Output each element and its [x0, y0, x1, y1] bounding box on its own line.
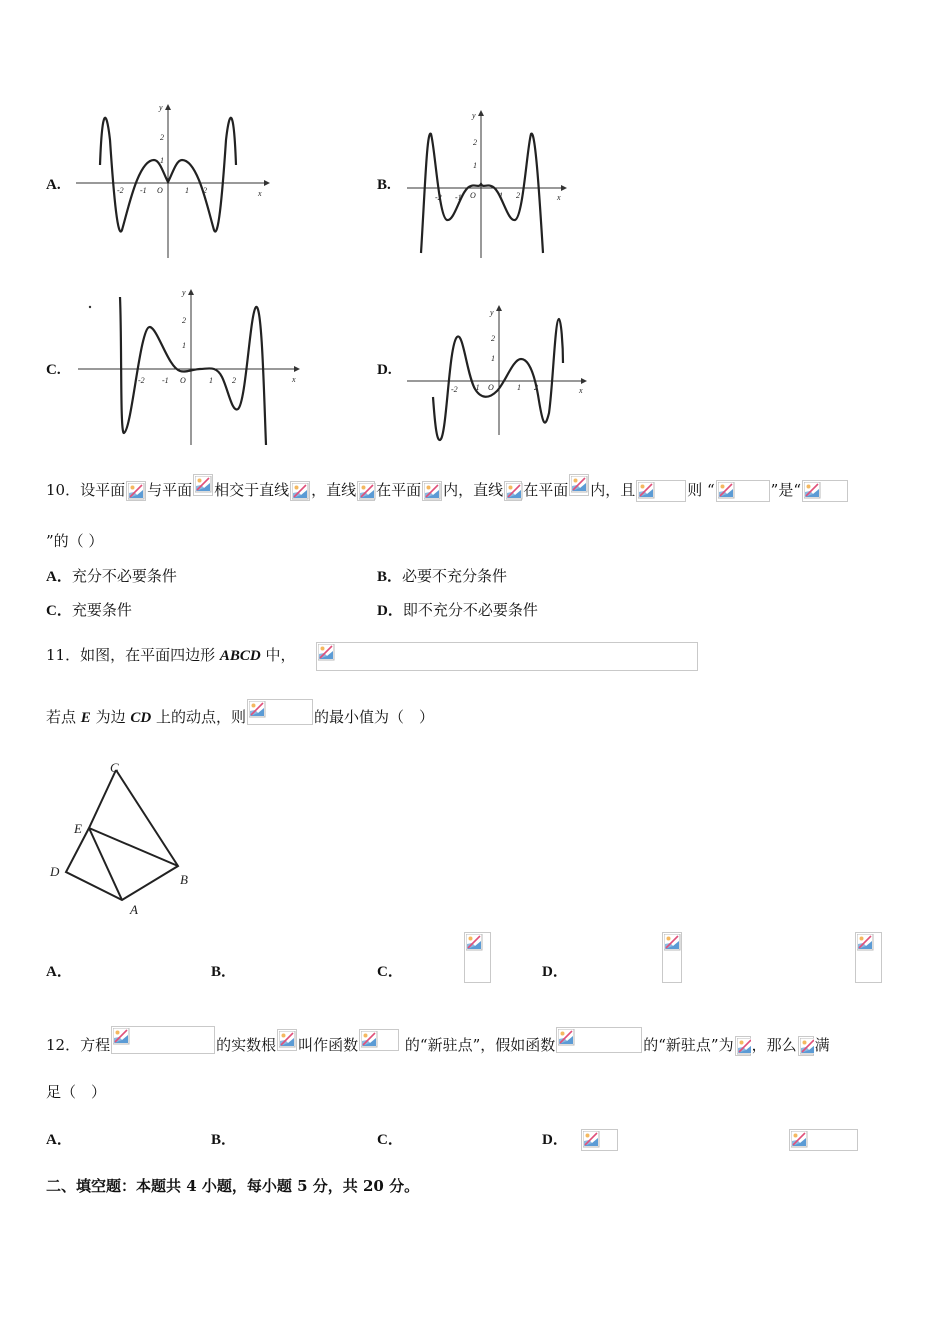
- formula-image: [716, 480, 770, 502]
- section-title: 二、填空题：本题共 4 小题，每小题 5 分，共 20 分。: [46, 1177, 420, 1195]
- option-a-label: A.: [46, 177, 61, 193]
- option-label: C．: [46, 603, 72, 619]
- axis-label: y: [472, 111, 476, 120]
- question-text: 上的动点，则: [151, 708, 246, 726]
- option-a[interactable]: [46, 960, 72, 981]
- option-label: A．: [46, 1132, 72, 1148]
- question-text: 的“新驻点”为: [643, 1036, 734, 1054]
- tick-label: O: [157, 186, 163, 195]
- question-text: 为边: [90, 708, 131, 726]
- option-label: B．: [211, 1132, 237, 1148]
- tick-label: -2: [138, 376, 145, 385]
- formula-image: [290, 481, 310, 501]
- tick-label: 1: [517, 383, 521, 392]
- question-text: 在平面: [376, 481, 422, 499]
- vertex-label: A: [130, 902, 138, 917]
- question-text: 与平面: [147, 481, 193, 499]
- graph-b: [403, 108, 573, 260]
- axis-label: x: [292, 375, 296, 384]
- tick-label: 2: [516, 191, 520, 200]
- formula-image: [357, 481, 375, 501]
- formula-image: [556, 1027, 642, 1053]
- formula-image: [111, 1026, 215, 1054]
- vertex-label: C: [110, 760, 119, 775]
- tick-label: 2: [203, 186, 207, 195]
- tick-label: 1: [209, 376, 213, 385]
- tick-label: -2: [451, 385, 458, 394]
- question-text: 在平面: [523, 481, 569, 499]
- tick-label: 1: [182, 341, 186, 350]
- tick-label: 2: [182, 316, 186, 325]
- graph-c: [76, 285, 306, 450]
- tick-label: 2: [491, 334, 495, 343]
- option-d-label: D.: [377, 362, 392, 378]
- question-text: 若点: [46, 708, 81, 726]
- option-label: C．: [377, 1132, 403, 1148]
- formula-image: [581, 1129, 618, 1151]
- axis-label: x: [258, 189, 262, 198]
- question-text: 则 “: [687, 481, 715, 499]
- option-text: 即不充分不必要条件: [402, 601, 538, 619]
- tick-label: O: [470, 191, 476, 200]
- formula-image: [247, 699, 313, 725]
- tick-label: 2: [473, 138, 477, 147]
- option-text: 充要条件: [71, 601, 132, 619]
- option-label: C．: [377, 964, 403, 980]
- option-c-label: C.: [46, 362, 61, 378]
- question-text: 的最小值为（ ）: [313, 708, 434, 726]
- option-a[interactable]: [46, 1128, 72, 1149]
- question-text: E: [80, 710, 91, 726]
- question-10-line2: ”的（ ）: [46, 532, 104, 550]
- axis-label: x: [557, 193, 561, 202]
- option-label: A．: [46, 569, 72, 585]
- question-text: ，直线: [311, 481, 357, 499]
- option-text: 充分不必要条件: [71, 567, 177, 585]
- vertex-label: D: [50, 864, 60, 879]
- option-a[interactable]: [46, 565, 177, 586]
- option-c[interactable]: [46, 599, 132, 620]
- tick-label: -1: [162, 376, 169, 385]
- formula-image: [735, 1036, 751, 1056]
- question-text: 内，且: [590, 481, 636, 499]
- tick-label: -1: [473, 383, 480, 392]
- tick-label: 1: [160, 156, 164, 165]
- question-text: 的“新驻点”，假如函数: [400, 1036, 556, 1054]
- question-number: 11．: [46, 646, 81, 664]
- vertex-label: E: [74, 821, 82, 836]
- formula-image: [504, 481, 522, 501]
- formula-image: [798, 1036, 814, 1056]
- formula-image: [277, 1029, 297, 1051]
- formula-image: [789, 1129, 858, 1151]
- formula-image: [422, 481, 442, 501]
- option-d[interactable]: [377, 599, 538, 620]
- axis-label: y: [490, 308, 494, 317]
- formula-image: [464, 932, 491, 983]
- formula-image: [802, 480, 848, 502]
- question-11-line1: [46, 645, 296, 666]
- option-label: A．: [46, 964, 72, 980]
- tick-label: 2: [232, 376, 236, 385]
- question-text: ，那么: [751, 1036, 797, 1054]
- question-text: 方程: [80, 1036, 111, 1054]
- tick-label: O: [488, 383, 494, 392]
- formula-image: [359, 1029, 399, 1051]
- tick-label: -2: [435, 193, 442, 202]
- option-c[interactable]: [377, 960, 403, 981]
- option-d[interactable]: [542, 1128, 568, 1149]
- tick-label: 1: [499, 191, 503, 200]
- question-text: 如图，在平面四边形: [80, 646, 220, 664]
- option-label: B．: [211, 964, 237, 980]
- tick-label: -1: [455, 193, 462, 202]
- tick-label: O: [180, 376, 186, 385]
- formula-image: [126, 481, 146, 501]
- tick-label: 1: [473, 161, 477, 170]
- tick-label: 1: [491, 354, 495, 363]
- formula-image: [855, 932, 882, 983]
- tick-label: 1: [185, 186, 189, 195]
- question-number: 12．: [46, 1036, 81, 1054]
- graph-a: [76, 100, 276, 260]
- option-c[interactable]: [377, 1128, 403, 1149]
- quadrilateral-figure: [44, 756, 204, 920]
- option-label: D．: [542, 964, 568, 980]
- question-12-line2: 足（ ）: [46, 1083, 107, 1101]
- question-text: 满: [814, 1036, 830, 1054]
- question-11-line2: [46, 705, 434, 731]
- question-text: 的实数根: [216, 1036, 277, 1054]
- question-text: 设平面: [80, 481, 126, 499]
- question-text: 叫作函数: [298, 1036, 359, 1054]
- formula-image: [569, 474, 589, 496]
- axis-label: y: [182, 288, 186, 297]
- question-text: CD: [130, 710, 152, 726]
- formula-image: [636, 480, 686, 502]
- formula-image: [316, 642, 698, 671]
- axis-label: x: [579, 386, 583, 395]
- option-b[interactable]: [211, 960, 236, 981]
- graph-d: [403, 305, 598, 447]
- tick-label: 2: [534, 383, 538, 392]
- option-b[interactable]: [377, 565, 507, 586]
- tick-label: 2: [160, 133, 164, 142]
- question-10-line1: [46, 480, 849, 502]
- option-b-label: B.: [377, 177, 391, 193]
- option-d[interactable]: [542, 960, 568, 981]
- question-text: ABCD: [219, 648, 261, 664]
- option-label: D．: [542, 1132, 568, 1148]
- option-text: 必要不充分条件: [402, 567, 508, 585]
- formula-image: [662, 932, 682, 983]
- axis-label: y: [159, 103, 163, 112]
- option-label: B．: [377, 569, 403, 585]
- question-12-line1: [46, 1032, 830, 1060]
- question-text: 内，直线: [443, 481, 504, 499]
- tick-label: -1: [140, 186, 147, 195]
- question-text: ”是“: [770, 481, 801, 499]
- option-label: D．: [377, 603, 403, 619]
- option-b[interactable]: [211, 1128, 236, 1149]
- formula-image: [193, 474, 213, 496]
- question-text: 中，: [260, 646, 296, 664]
- question-number: 10．: [46, 481, 81, 499]
- tick-label: -2: [117, 186, 124, 195]
- question-text: 相交于直线: [214, 481, 290, 499]
- vertex-label: B: [180, 872, 188, 887]
